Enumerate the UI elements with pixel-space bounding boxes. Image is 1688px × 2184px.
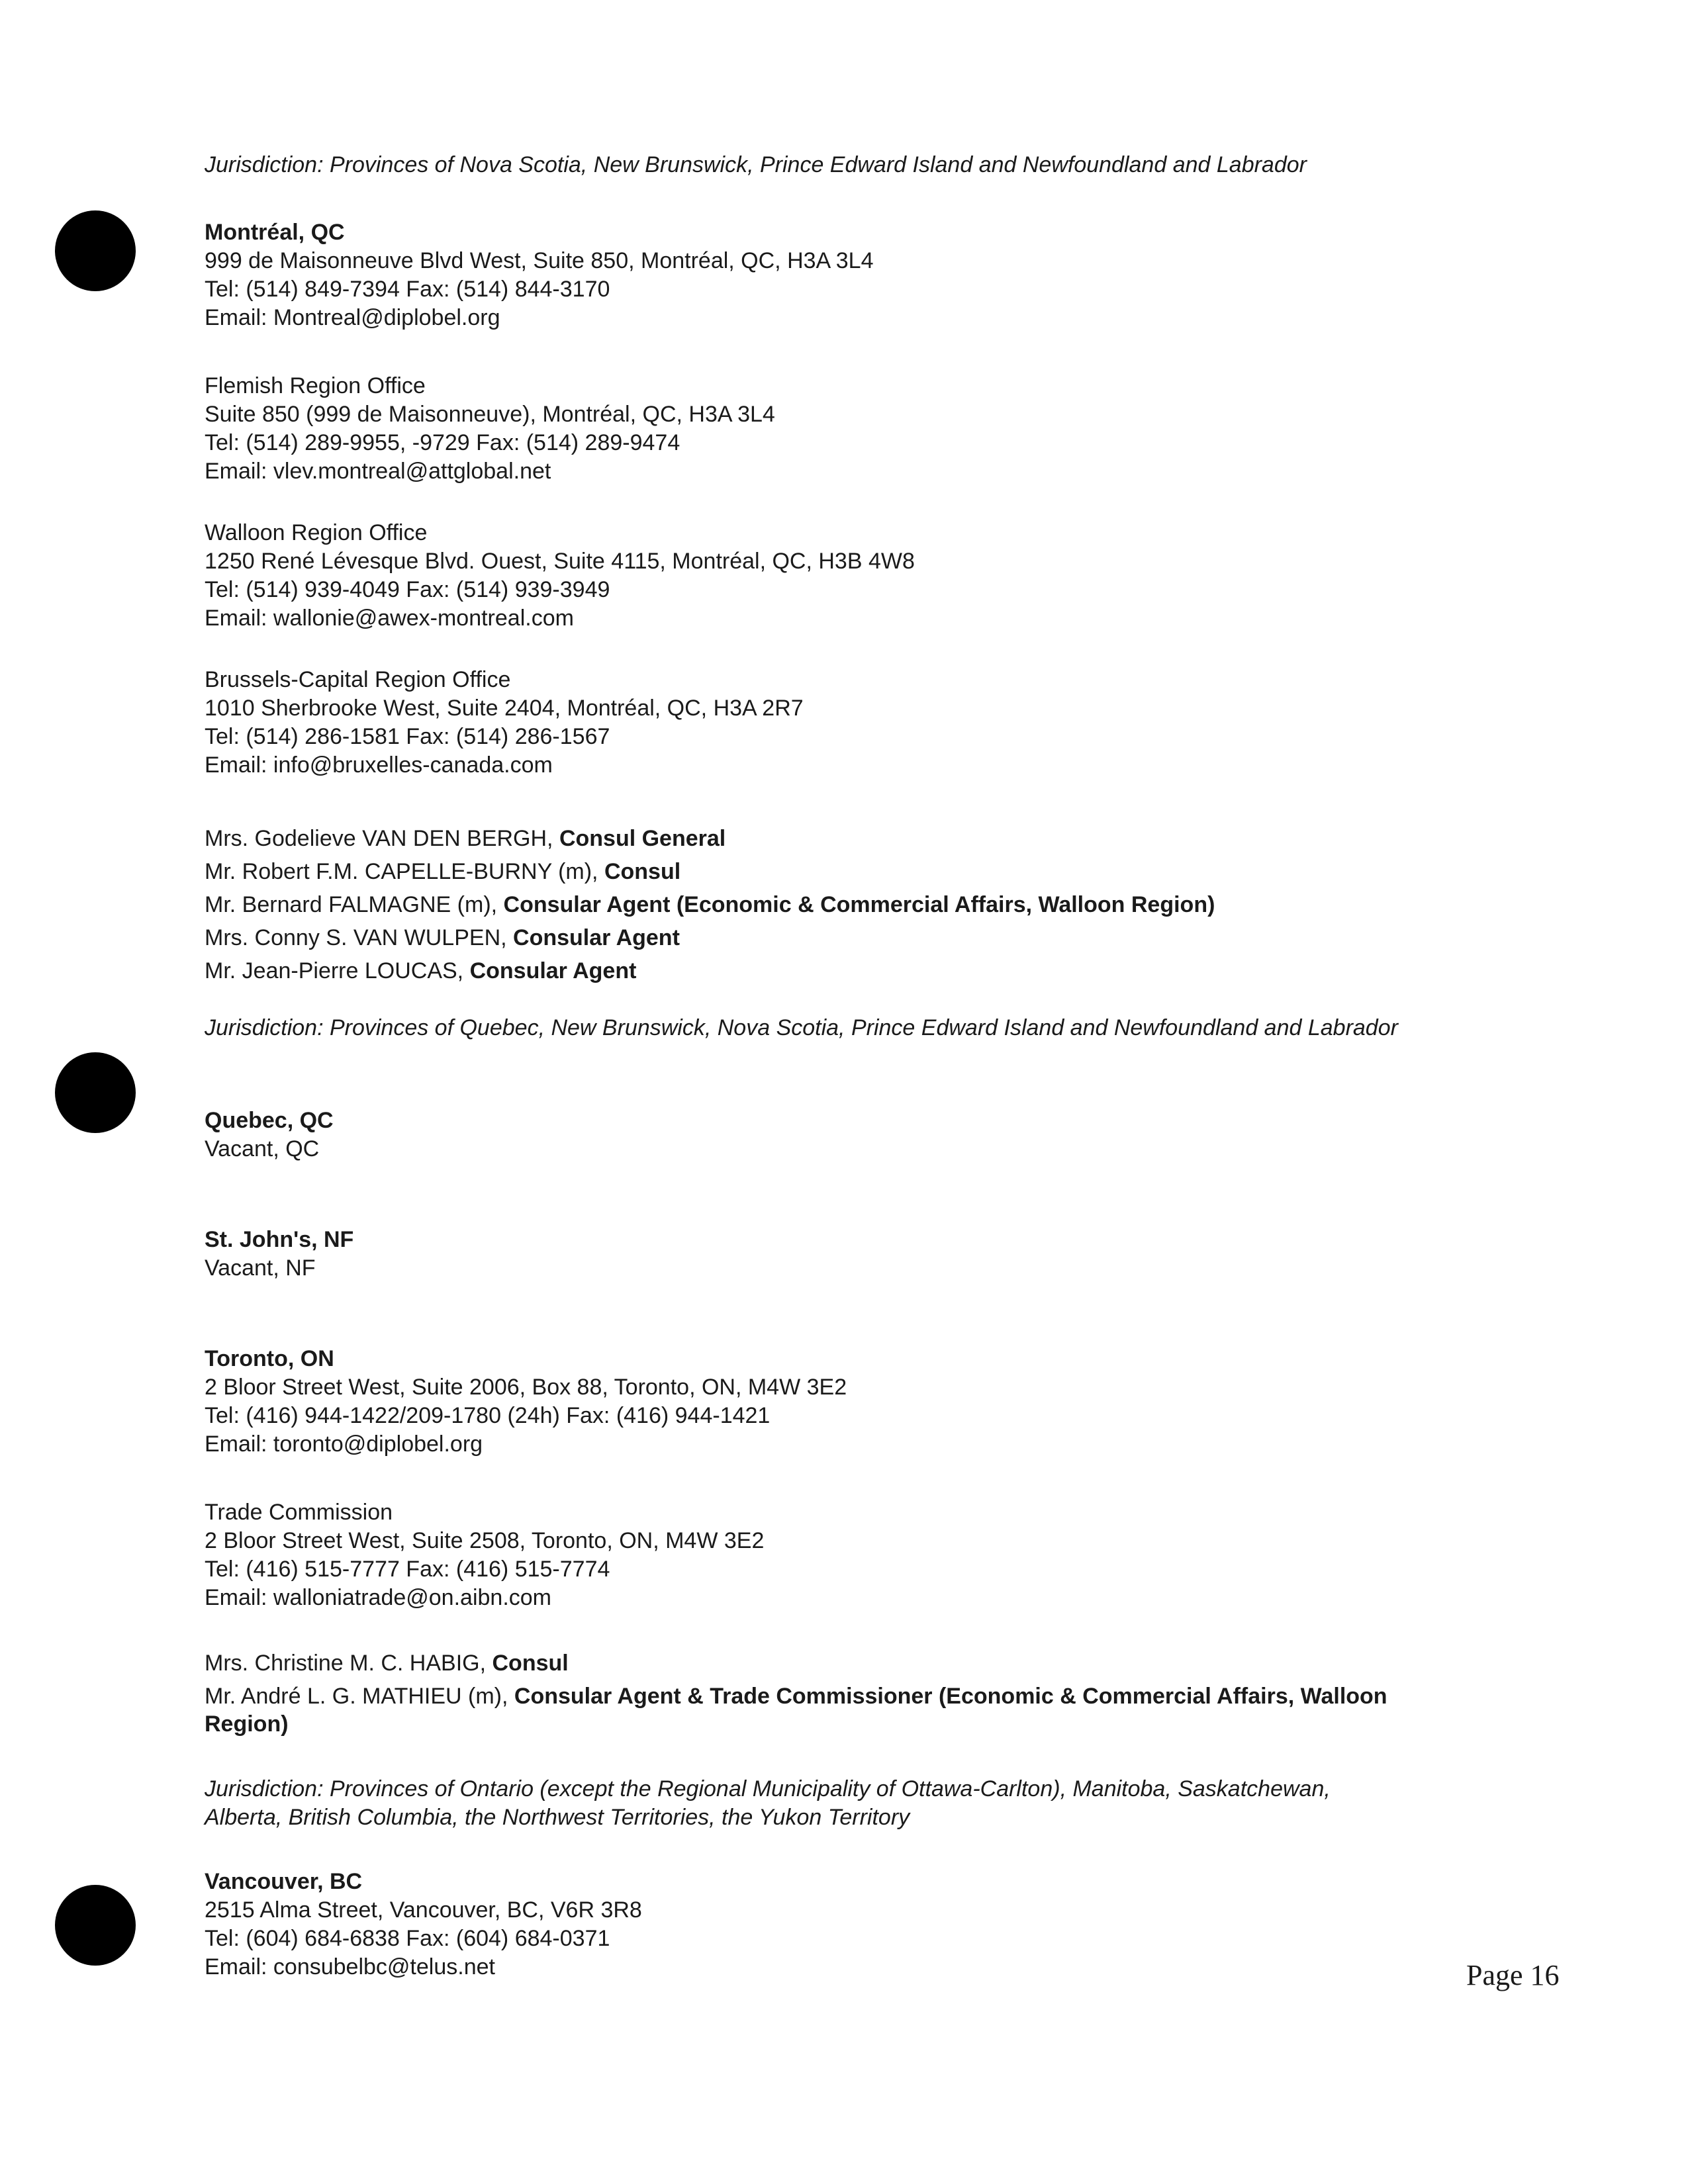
city-heading: St. John's, NF	[205, 1227, 354, 1252]
staff-entry: Mr. Bernard FALMAGNE (m), Consular Agent (Economic & Commercial Affairs, Walloon Region)	[205, 892, 1215, 917]
jurisdiction-atlantic: Jurisdiction: Provinces of Nova Scotia, New Brunswick, Prince Edward Island and Newfoundland and Labrador	[205, 152, 1307, 177]
city-heading: Toronto, ON	[205, 1346, 334, 1371]
jurisdiction-quebec: Jurisdiction: Provinces of Quebec, New Brunswick, Nova Scotia, Prince Edward Island and Newfoundland and Labrador	[205, 1015, 1398, 1040]
jurisdiction-ontario-west: Jurisdiction: Provinces of Ontario (except the Regional Municipality of Ottawa-Carlton), Manitoba, Saskatchewan, Alberta, British Columbia, the Northwest Territories, the Yukon Territory	[205, 1776, 1331, 1830]
office-name: Brussels-Capital Region Office	[205, 667, 511, 692]
office-status: Vacant, QC	[205, 1136, 320, 1161]
toronto-staff-list	[205, 1647, 1562, 1741]
trade-commission-office	[205, 1498, 1562, 1612]
email: Email: Montreal@diplobel.org	[205, 305, 500, 330]
email: Email: info@bruxelles-canada.com	[205, 752, 553, 778]
address: Suite 850 (999 de Maisonneuve), Montréal, QC, H3A 3L4	[205, 402, 775, 427]
phone-fax: Tel: (604) 684-6838 Fax: (604) 684-0371	[205, 1926, 610, 1951]
staff-entry: Mr. Jean-Pierre LOUCAS, Consular Agent	[205, 958, 637, 983]
st-johns-office	[205, 1226, 1562, 1283]
punch-hole-bottom	[55, 1885, 136, 1966]
staff-entry: Mrs. Godelieve VAN DEN BERGH, Consul General	[205, 826, 726, 851]
city-heading: Vancouver, BC	[205, 1869, 363, 1894]
phone-fax: Tel: (416) 515-7777 Fax: (416) 515-7774	[205, 1557, 610, 1582]
email: Email: vlev.montreal@attglobal.net	[205, 459, 551, 484]
staff-entry: Mr. Robert F.M. CAPELLE-BURNY (m), Consul	[205, 859, 681, 884]
punch-hole-middle	[55, 1052, 136, 1133]
phone-fax: Tel: (416) 944-1422/209-1780 (24h) Fax: (416) 944-1421	[205, 1403, 771, 1428]
address: 1010 Sherbrooke West, Suite 2404, Montréal, QC, H3A 2R7	[205, 696, 804, 721]
phone-fax: Tel: (514) 939-4049 Fax: (514) 939-3949	[205, 577, 610, 602]
email: Email: consubelbc@telus.net	[205, 1954, 495, 1979]
phone-fax: Tel: (514) 289-9955, -9729 Fax: (514) 289-9474	[205, 430, 680, 455]
punch-hole-top	[55, 210, 136, 291]
vancouver-office	[205, 1868, 1562, 1981]
address: 2515 Alma Street, Vancouver, BC, V6R 3R8	[205, 1897, 642, 1923]
office-name: Flemish Region Office	[205, 373, 426, 398]
quebec-office	[205, 1107, 1562, 1163]
page-number: Page 16	[1466, 1959, 1560, 1991]
address: 2 Bloor Street West, Suite 2508, Toronto, ON, M4W 3E2	[205, 1528, 765, 1553]
address: 999 de Maisonneuve Blvd West, Suite 850, Montréal, QC, H3A 3L4	[205, 248, 874, 273]
walloon-region-office	[205, 519, 1562, 633]
email: Email: toronto@diplobel.org	[205, 1432, 483, 1457]
address: 2 Bloor Street West, Suite 2006, Box 88, Toronto, ON, M4W 3E2	[205, 1375, 847, 1400]
staff-entry: Mrs. Christine M. C. HABIG, Consul	[205, 1651, 569, 1676]
phone-fax: Tel: (514) 286-1581 Fax: (514) 286-1567	[205, 724, 610, 749]
brussels-region-office	[205, 666, 1562, 780]
email: Email: walloniatrade@on.aibn.com	[205, 1585, 551, 1610]
email: Email: wallonie@awex-montreal.com	[205, 606, 574, 631]
flemish-region-office	[205, 372, 1562, 486]
office-name: Walloon Region Office	[205, 520, 428, 545]
phone-fax: Tel: (514) 849-7394 Fax: (514) 844-3170	[205, 277, 610, 302]
staff-entry: Mr. André L. G. MATHIEU (m), Consular Agent & Trade Commissioner (Economic & Commercial Affairs, Walloon	[205, 1684, 1387, 1709]
address: 1250 René Lévesque Blvd. Ouest, Suite 4115, Montréal, QC, H3B 4W8	[205, 549, 915, 574]
office-name: Trade Commission	[205, 1500, 393, 1525]
montreal-office	[205, 218, 1562, 332]
office-status: Vacant, NF	[205, 1255, 316, 1281]
city-heading: Montréal, QC	[205, 220, 345, 245]
staff-title-continued: Region)	[205, 1711, 289, 1737]
toronto-office	[205, 1345, 1562, 1459]
montreal-staff-list	[205, 822, 1562, 987]
staff-entry: Mrs. Conny S. VAN WULPEN, Consular Agent	[205, 925, 680, 950]
city-heading: Quebec, QC	[205, 1108, 334, 1133]
